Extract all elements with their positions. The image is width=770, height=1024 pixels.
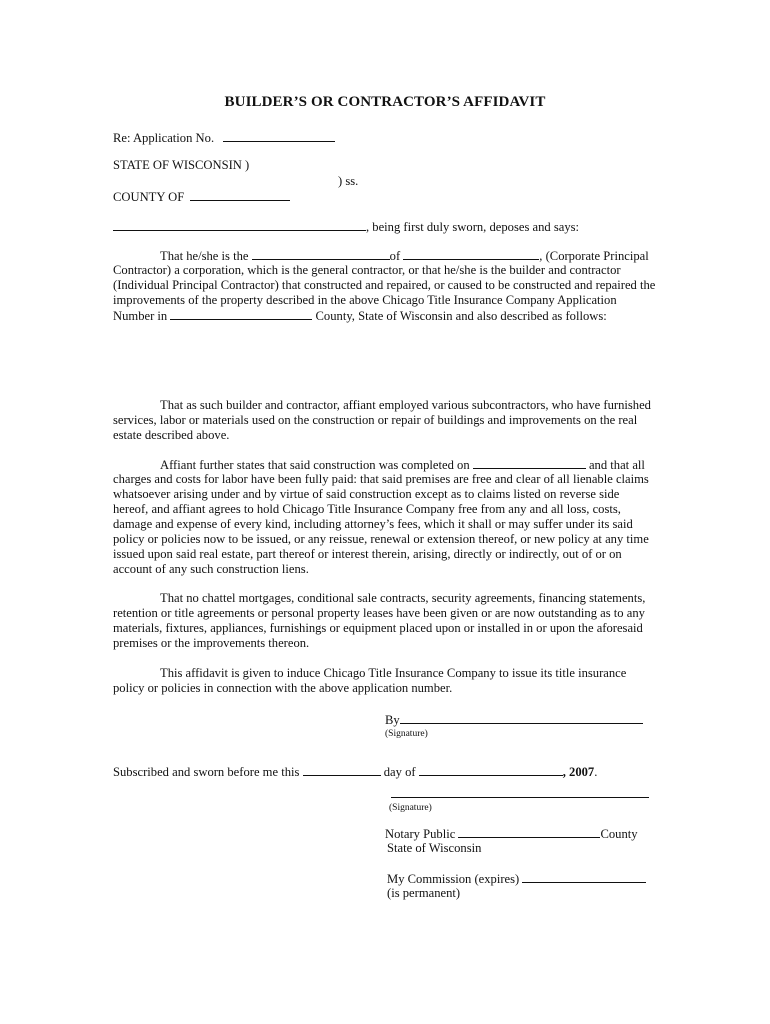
company-field[interactable] — [403, 248, 539, 260]
para3-line5: damage and expense of every kind, including attorney’s fees, which it shall or may suffer under its said — [113, 517, 633, 531]
commission-line — [387, 871, 646, 887]
para1-line5 — [113, 308, 607, 324]
number-county-field[interactable] — [170, 308, 312, 320]
day-field[interactable] — [303, 764, 381, 776]
document-title: BUILDER’S OR CONTRACTOR’S AFFIDAVIT — [224, 94, 546, 110]
para2-line2: services, labor or materials used on the construction or repair of buildings and improvements on the real — [113, 413, 638, 427]
para1-text: County, State of Wisconsin and also described as follows: — [315, 309, 607, 323]
subscribed-label: Subscribed and sworn before me this — [113, 765, 300, 779]
county-label: COUNTY OF — [113, 190, 185, 204]
affiant-name-field[interactable] — [113, 219, 366, 231]
para3-line4: hereof, and affiant agrees to hold Chicago Title Insurance Company free from any and all loss, costs, — [113, 502, 621, 516]
para3-line8: account of any such construction liens. — [113, 562, 309, 576]
para1-text: Number in — [113, 309, 168, 323]
county-line — [113, 189, 290, 205]
notary-county-label: County — [600, 827, 638, 841]
para5-line2: policy or policies in connection with the above application number. — [113, 681, 453, 695]
para3-text: and that all — [588, 458, 645, 472]
para4-line1: That no chattel mortgages, conditional sale contracts, security agreements, financing statements, — [160, 591, 646, 605]
para4-line4: premises or the improvements thereon. — [113, 636, 310, 650]
subscribed-line: Subscribed and sworn before me this day of , 2007. — [113, 765, 598, 779]
para2-line1: That as such builder and contractor, affiant employed various subcontractors, who have furnished — [160, 398, 651, 412]
title-field[interactable] — [252, 248, 390, 260]
notary-state: State of Wisconsin — [387, 841, 482, 855]
permanent-text: (is permanent) — [387, 886, 461, 900]
commission-label: My Commission (expires) — [387, 872, 520, 886]
para3-line6: policy or policies now to be issued, or any reissue, renewal or extension thereof, or new policy at any time — [113, 532, 649, 546]
para3-line1 — [160, 457, 645, 473]
month-field[interactable] — [419, 764, 563, 776]
para1-of: of — [389, 249, 401, 263]
para5-line1: This affidavit is given to induce Chicago Title Insurance Company to issue its title insurance — [160, 666, 627, 680]
para3-text: Affiant further states that said construction was completed on — [160, 458, 470, 472]
ss-label: ) ss. — [338, 174, 359, 188]
notary-signature-field[interactable] — [391, 797, 649, 798]
para3-line2: charges and costs for labor have been fully paid: that said premises are free and clear of all lienable claims — [113, 472, 649, 486]
notary-public-label: Notary Public — [385, 827, 456, 841]
para2-line3: estate described above. — [113, 428, 230, 442]
year-text: 2007 — [569, 765, 595, 779]
signature-caption: (Signature) — [385, 729, 428, 739]
application-no-line — [113, 130, 335, 146]
para1-line1 — [160, 248, 649, 264]
para1-line4: improvements of the property described in the above Chicago Title Insurance Company Application — [113, 293, 617, 307]
para4-line3: materials, fixtures, appliances, furnishings or equipment placed upon or installed in or upon the aforesaid — [113, 621, 643, 635]
para1-text: That he/she is the — [160, 249, 249, 263]
para3-line7: issued upon said real estate, part thereof or interest therein, arising, directly or indirectly, out of or on — [113, 547, 622, 561]
notary-public-line — [385, 826, 638, 842]
by-signature-line — [385, 712, 643, 728]
para1-line2: Contractor) a corporation, which is the general contractor, or that he/she is the builder and contractor — [113, 263, 621, 277]
notary-county-field[interactable] — [458, 826, 600, 838]
application-no-field[interactable] — [223, 130, 335, 142]
affiant-line — [113, 219, 579, 235]
para3-line3: whatsoever arising under and by virtue of said construction except as to claims listed on reverse side — [113, 487, 620, 501]
notary-signature-caption: (Signature) — [389, 803, 432, 813]
re-label: Re: Application No. — [113, 131, 215, 145]
para1-line3: (Individual Principal Contractor) that constructed and repaired, or caused to be constructed and repaired the — [113, 278, 656, 292]
day-of-label: day of — [383, 765, 416, 779]
deposes-text: , being first duly sworn, deposes and says: — [366, 220, 580, 234]
affiant-signature-field[interactable] — [400, 712, 643, 724]
county-field[interactable] — [190, 189, 290, 201]
para4-line2: retention or title agreements or personal property leases have been given or are now outstanding as to any — [113, 606, 645, 620]
completion-date-field[interactable] — [473, 457, 586, 469]
commission-expires-field[interactable] — [522, 871, 646, 883]
period-text: . — [594, 765, 598, 779]
para1-text: , (Corporate Principal — [539, 249, 649, 263]
by-label: By — [385, 713, 400, 727]
state-label: STATE OF WISCONSIN ) — [113, 158, 250, 172]
